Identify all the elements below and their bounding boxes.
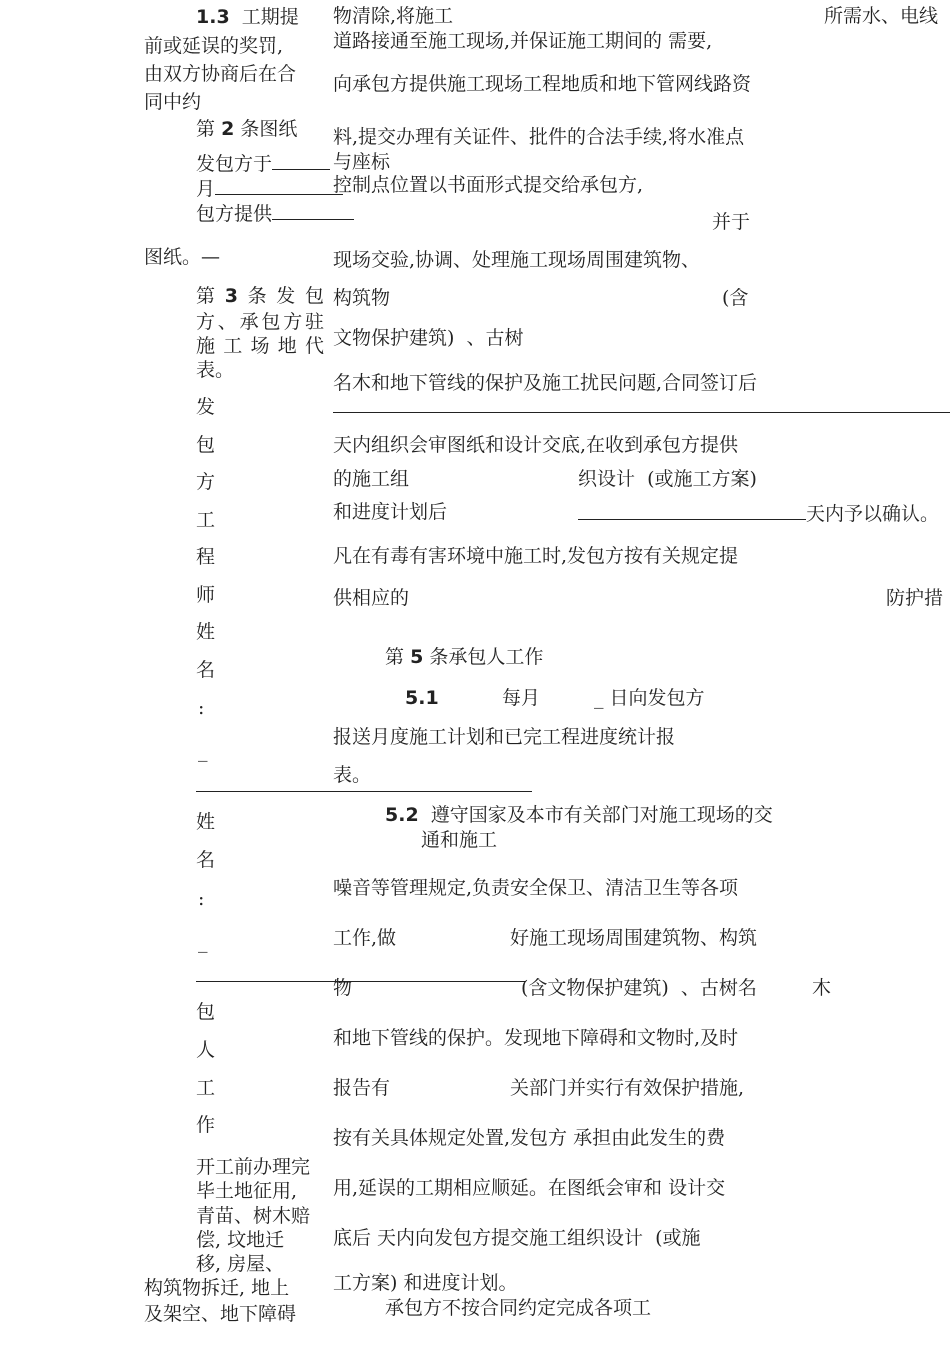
paragraph-line: 按有关具体规定处置,发包方 承担由此发生的费 xyxy=(333,1127,726,1149)
paragraph-line: 表。 xyxy=(196,359,235,381)
paragraph-line: 方、承包方驻 xyxy=(196,311,324,333)
article-3-heading: 第3条发包 xyxy=(196,285,324,307)
paragraph-line: 包方提供 xyxy=(196,201,354,226)
clause-1-3-heading xyxy=(196,6,299,29)
vertical-char: 师 xyxy=(196,584,216,606)
blank-field xyxy=(578,501,806,520)
paragraph-line: 构筑物拆迁, 地上 xyxy=(144,1277,290,1299)
paragraph-line: 前或延误的奖罚, xyxy=(144,35,284,57)
signature-rule xyxy=(196,791,532,792)
paragraph-line: 通和施工 xyxy=(421,829,498,851)
vertical-char: 发 xyxy=(196,396,216,418)
paragraph-line: 与座标 xyxy=(333,151,391,173)
paragraph-line: 表。 xyxy=(333,764,372,786)
vertical-char: 包 xyxy=(196,434,216,456)
paragraph-line: 及架空、地下障碍 xyxy=(144,1303,297,1325)
paragraph-line: 文物保护建筑) 、古树 xyxy=(333,327,524,349)
paragraph-line: 承包方不按合同约定完成各项工 xyxy=(385,1297,652,1319)
paragraph-line: 工作,做 xyxy=(333,927,397,949)
clause-5-2-heading: 5.2 遵守国家及本市有关部门对施工现场的交 xyxy=(385,804,773,826)
paragraph-line: 织设计 (或施工方案) xyxy=(578,468,757,490)
vertical-char: 包 xyxy=(196,1001,216,1023)
article-5-heading: 第 5 条承包人工作 xyxy=(385,646,544,668)
paragraph-line: 控制点位置以书面形式提交给承包方, xyxy=(333,174,644,196)
vertical-char: 名 xyxy=(196,659,216,681)
blank-field xyxy=(215,176,343,195)
paragraph-line: 道路接通至施工现场,并保证施工期间的 需要, xyxy=(333,30,713,52)
paragraph-line: 防护措 xyxy=(886,587,944,609)
paragraph-line: 料,提交办理有关证件、批件的合法手续,将水准点 xyxy=(333,126,745,148)
clause-5-1-number: 5.1 xyxy=(405,687,439,709)
vertical-char: 程 xyxy=(196,546,216,568)
signature-rule xyxy=(196,981,526,982)
paragraph-line: 青苗、树木赔 xyxy=(196,1205,311,1227)
paragraph-line: 移, 房屋、 xyxy=(196,1253,285,1275)
paragraph-line: 每月 xyxy=(502,687,541,709)
paragraph-line: 供相应的 xyxy=(333,587,410,609)
paragraph-line: 施工场地代 xyxy=(196,335,324,357)
paragraph-line: 偿, 坟地迁 xyxy=(196,1229,285,1251)
paragraph-line: 凡在有毒有害环境中施工时,发包方按有关规定提 xyxy=(333,545,739,567)
blank-field xyxy=(272,151,330,170)
vertical-char: _ xyxy=(198,931,208,953)
blank-field xyxy=(272,201,354,220)
vertical-char: 方 xyxy=(196,471,216,493)
clause-text: 工期提 xyxy=(241,6,299,28)
paragraph-line: 好施工现场周围建筑物、构筑 xyxy=(510,927,758,949)
paragraph-line: 名木和地下管线的保护及施工扰民问题,合同签订后 xyxy=(333,372,758,394)
paragraph-line: (含 xyxy=(722,287,749,309)
paragraph-line: 用,延误的工期相应顺延。在图纸会审和 设计交 xyxy=(333,1177,726,1199)
paragraph-line: 的施工组 xyxy=(333,468,410,490)
vertical-char: _ xyxy=(198,740,208,762)
paragraph-line: 关部门并实行有效保护措施, xyxy=(510,1077,745,1099)
vertical-char: 名 xyxy=(196,849,216,871)
article-2-heading: 第 2 条图纸 xyxy=(196,118,298,140)
vertical-char: 姓 xyxy=(196,621,216,643)
article-number: 5 xyxy=(410,646,424,668)
paragraph-line: 月 xyxy=(196,176,343,201)
clause-number: 5.2 xyxy=(385,804,419,826)
vertical-char: 工 xyxy=(196,509,216,531)
paragraph-line: 噪音等管理规定,负责安全保卫、清洁卫生等各项 xyxy=(333,877,739,899)
paragraph-line: 所需水、电线 xyxy=(824,5,939,27)
clause-number: 1.3 xyxy=(196,6,230,28)
paragraph-line: 由双方协商后在合 xyxy=(144,63,297,85)
paragraph-line: 和地下管线的保护。发现地下障碍和文物时,及时 xyxy=(333,1027,739,1049)
vertical-char: : xyxy=(198,697,205,719)
vertical-char: 作 xyxy=(196,1114,216,1136)
vertical-char: 工 xyxy=(196,1077,216,1099)
paragraph-line: 毕土地征用, xyxy=(196,1180,298,1202)
article-number: 3 xyxy=(224,285,238,307)
paragraph-line: 天内组织会审图纸和设计交底,在收到承包方提供 xyxy=(333,434,739,456)
vertical-char: 姓 xyxy=(196,811,216,833)
paragraph-line: 开工前办理完 xyxy=(196,1156,311,1178)
paragraph-line: 构筑物 xyxy=(333,287,391,309)
paragraph-line: _ 日向发包方 xyxy=(594,687,705,709)
vertical-char: : xyxy=(198,888,205,910)
paragraph-line: 现场交验,协调、处理施工现场周围建筑物、 xyxy=(333,249,701,271)
paragraph-line: 图纸。— xyxy=(144,246,221,268)
paragraph-line: 报送月度施工计划和已完工程进度统计报 xyxy=(333,726,676,748)
vertical-char: 人 xyxy=(196,1039,216,1061)
article-number: 2 xyxy=(221,118,235,140)
paragraph-line: 底后 天内向发包方提交施工组织设计 (或施 xyxy=(333,1227,701,1249)
paragraph-line: 木 xyxy=(812,977,832,999)
paragraph-line: 报告有 xyxy=(333,1077,391,1099)
paragraph-line: (含文物保护建筑) 、古树名 xyxy=(521,977,757,999)
paragraph-line: 向承包方提供施工现场工程地质和地下管网线路资 xyxy=(333,73,752,95)
fill-rule xyxy=(333,412,950,413)
paragraph-line: 天内予以确认。 xyxy=(578,501,939,526)
paragraph-line: 物清除,将施工 xyxy=(333,5,454,27)
paragraph-line: 并于 xyxy=(712,211,751,233)
paragraph-line: 物 xyxy=(333,977,353,999)
paragraph-line: 工方案) 和进度计划。 xyxy=(333,1272,518,1294)
paragraph-line: 同中约 xyxy=(144,91,202,113)
paragraph-line: 和进度计划后 xyxy=(333,501,448,523)
paragraph-line: 发包方于 xyxy=(196,151,330,176)
